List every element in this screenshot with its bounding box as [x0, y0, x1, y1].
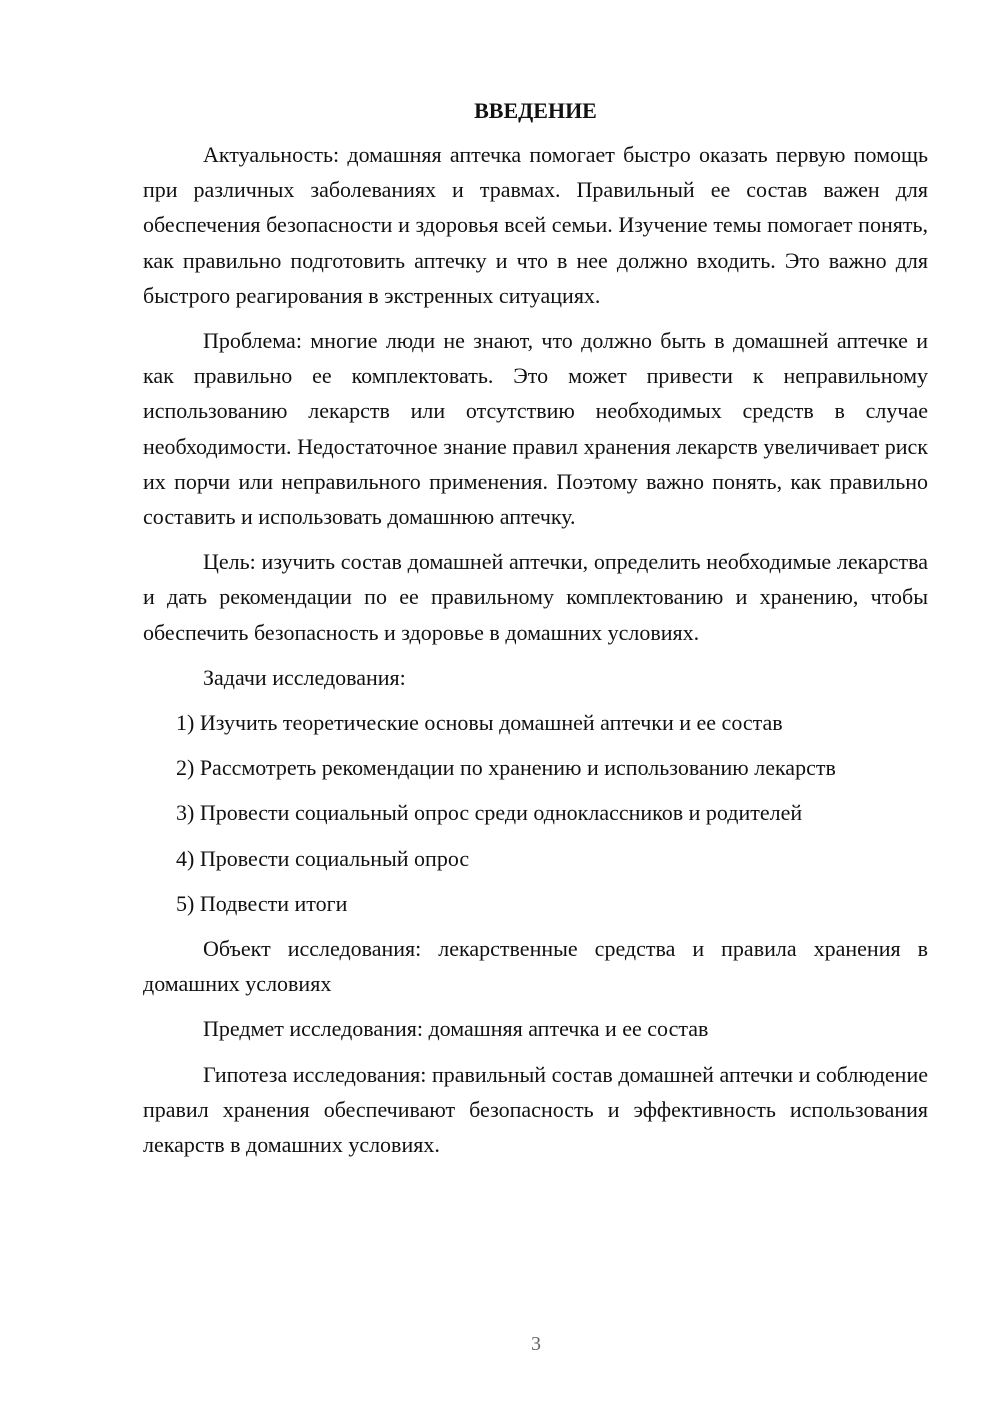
list-item: 4) Провести социальный опрос: [176, 845, 470, 871]
hypothesis-paragraph: Гипотеза исследования: правильный состав домашней аптечки и соблюдение правил хранения обеспечивают безопасность и эффективность использования лекарств в домашних условиях.: [143, 1061, 928, 1158]
goal-paragraph: Цель: изучить состав домашней аптечки, определить необходимые лекарства и дать рекомендации по ее правильному комплектованию и хранению, чтобы обеспечить безопасность и здоровье в домашних условиях.: [143, 549, 928, 645]
tasks-list: [143, 705, 928, 921]
list-item: 5) Подвести итоги: [176, 890, 348, 916]
problem-paragraph: Проблема: многие люди не знают, что должно быть в домашней аптечке и как правильно ее комплектовать. Это может привести к неправильному использованию лекарств или отсутствию необходимых средств в случае необходимости. Недостаточное знание правил хранения лекарств увеличивает риск их порчи или неправильного применения. Поэтому важно понять, как правильно составить и использовать домашнюю аптечку.: [143, 328, 928, 530]
tasks-heading: Задачи исследования:: [203, 664, 406, 690]
section-title: ВВЕДЕНИЕ: [474, 98, 597, 123]
page-number: 3: [531, 1333, 541, 1355]
object-paragraph: Объект исследования: лекарственные средства и правила хранения в домашних условиях: [143, 936, 928, 997]
list-item: 1) Изучить теоретические основы домашней аптечки и ее состав: [176, 710, 783, 736]
relevance-paragraph: Актуальность: домашняя аптечка помогает быстро оказать первую помощь при различных заболеваниях и травмах. Правильный ее состав важен для обеспечения безопасности и здоровья всей семьи. Изучение темы помогает понять, как правильно подготовить аптечку и что в нее должно входить. Это важно для быстрого реагирования в экстренных ситуациях.: [143, 142, 928, 308]
subject-paragraph: Предмет исследования: домашняя аптечка и ее состав: [203, 1016, 709, 1042]
document-page: [143, 95, 928, 1162]
list-item: 3) Провести социальный опрос среди одноклассников и родителей: [176, 800, 803, 826]
list-item: 2) Рассмотреть рекомендации по хранению и использованию лекарств: [176, 755, 836, 781]
